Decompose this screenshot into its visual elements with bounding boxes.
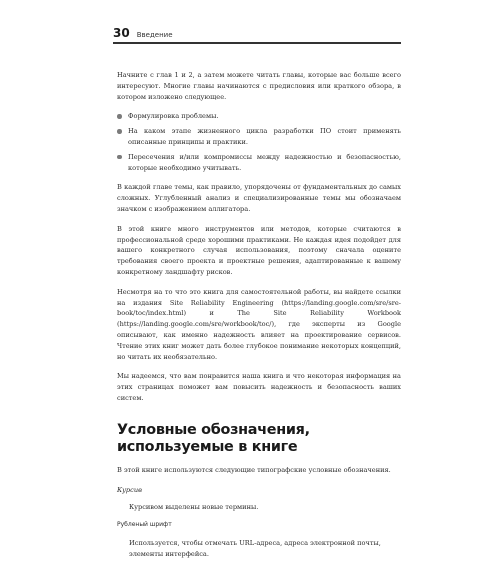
running-head xyxy=(113,26,401,44)
bullet-text: Формулировка проблемы. xyxy=(128,112,219,121)
page-body xyxy=(117,70,401,567)
bullet-item xyxy=(117,126,401,148)
tools-paragraph: В этой книге много инструментов или методов, которые считаются в профессиональной среде хорошими практиками. Не каждая идея подойдет для вашего конкретного случая использования, поэтому сначала оцените требования своего проекта и проектные решения, адаптированные к вашему конкретному ландшафту рисков. xyxy=(117,224,401,276)
references-paragraph: Несмотря на то что это книга для самостоятельной работы, вы найдете ссылки на издания Site Reliability Engineering (https://landing.google.com/sre/sre-book/toc/index.html) и The Site Reliability Workbook (https://landing.google.com/sre/workbook/toc/), где эксперты из Google описывают, как именно надежность влияет на проектирование сервисов. Чтение этих книг может дать более глубокое понимание некоторых концепций, но читать их необязательно. xyxy=(117,287,401,361)
bullet-icon xyxy=(117,155,122,160)
sans-term: Рубленый шрифт xyxy=(117,521,172,529)
section-heading-line: Условные обозначения, xyxy=(117,421,310,438)
chapter-title: Введение xyxy=(136,31,173,39)
sans-term-description: Используется, чтобы отмечать URL-адреса, адреса электронной почты, элементы интерфейса. xyxy=(129,538,381,558)
bullet-item xyxy=(117,111,401,122)
page-number: 30 xyxy=(113,26,130,40)
bullet-icon xyxy=(117,114,122,119)
bullet-text: На каком этапе жизненного цикла разработки ПО стоит применять описанные принципы и практики. xyxy=(128,127,401,146)
bullet-icon xyxy=(117,129,122,134)
conventions-intro: В этой книге используются следующие типографские условные обозначения. xyxy=(117,465,391,474)
intro-paragraph: Начните с глав 1 и 2, а затем можете читать главы, которые вас больше всего интересуют. Многие главы начинаются с предисловия или краткого обзора, в котором изложено следующее. xyxy=(117,71,401,101)
bullet-text: Пересечения и/или компромиссы между надежностью и безопасностью, которые необходимо учитывать. xyxy=(128,152,401,172)
italic-term: Курсив xyxy=(117,485,142,494)
closing-paragraph: Мы надеемся, что вам понравится наша книга и что некоторая информация на этих страницах поможет вам повысить надежность и безопасность ваших систем. xyxy=(117,372,401,402)
bullet-list xyxy=(117,111,401,173)
themes-paragraph: В каждой главе темы, как правило, упорядочены от фундаментальных до самых сложных. Углубленный анализ и специализированные темы мы обозначаем значком с изображением аллигатора. xyxy=(117,183,401,213)
italic-term-description: Курсивом выделены новые термины. xyxy=(129,503,259,512)
section-heading-line: используемые в книге xyxy=(117,438,298,455)
section-heading xyxy=(117,422,401,456)
bullet-item xyxy=(117,152,401,174)
